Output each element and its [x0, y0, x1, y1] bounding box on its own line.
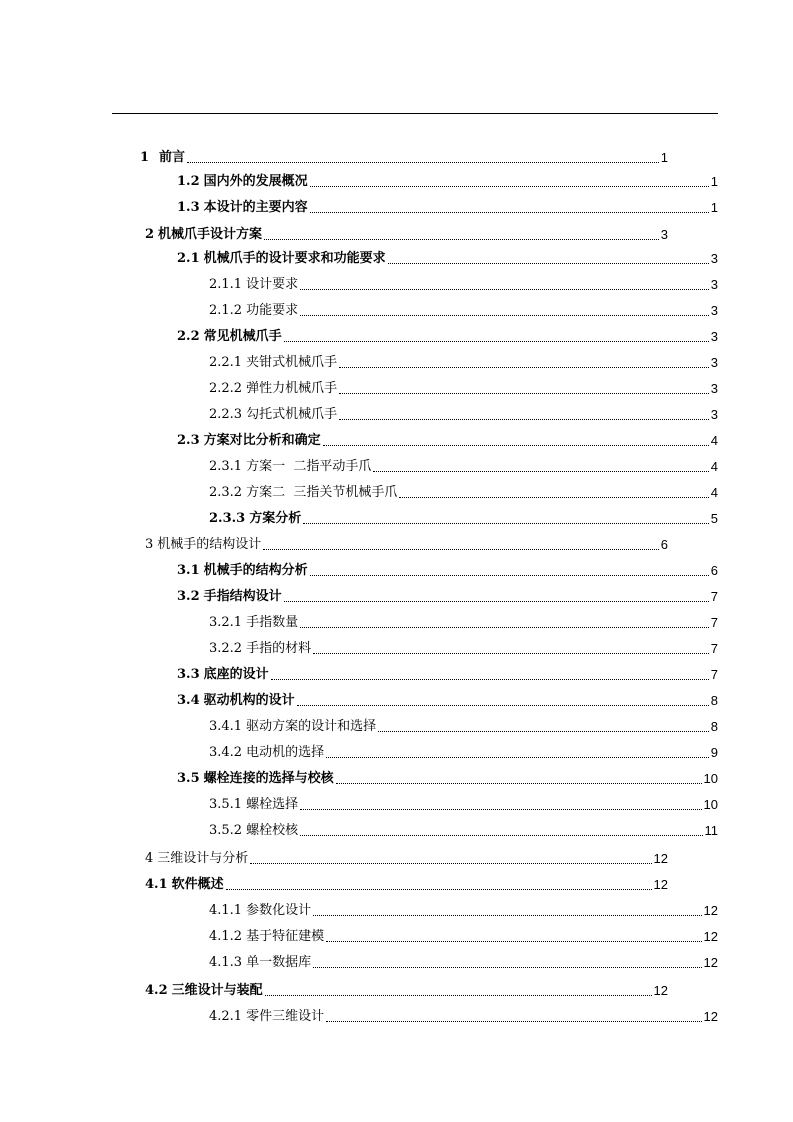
toc-entry[interactable]: [209, 713, 718, 735]
toc-entry-title: 三维设计与装配: [171, 983, 263, 998]
toc-entry-label: [209, 903, 311, 919]
toc-entry-number: 3: [145, 537, 154, 552]
toc-entry-title: 驱动方案的设计和选择: [246, 719, 377, 734]
toc-entry-title: 三维设计与分析: [157, 851, 249, 866]
toc-entry-title: 基于特征建模: [246, 929, 325, 944]
toc-entry-title: 单一数据库: [246, 955, 312, 970]
toc-entry-label: [209, 511, 301, 527]
toc-entry-page-number: 7: [710, 641, 718, 656]
toc-entry[interactable]: [177, 661, 718, 683]
toc-entry[interactable]: [177, 427, 718, 449]
toc-entry-page-number: 4: [710, 459, 718, 474]
toc-entry-title: 方案分析: [249, 511, 302, 526]
toc-entry-number: 2.2.1: [209, 355, 243, 370]
toc-entry[interactable]: [177, 194, 718, 216]
toc-entry-title: 零件三维设计: [246, 1009, 325, 1024]
dot-leader: [310, 211, 709, 213]
toc-entry-page-number: 7: [710, 667, 718, 682]
toc-entry-page-number: 10: [703, 771, 718, 786]
toc-entry-number: 4.2.1: [209, 1009, 243, 1024]
toc-entry-number: 3.4.2: [209, 745, 243, 760]
toc-entry-title: 机械手的结构分析: [203, 563, 308, 578]
dot-leader: [263, 548, 658, 550]
toc-entry-title: 手指数量: [246, 615, 299, 630]
toc-entry-label: [145, 851, 248, 867]
dot-leader: [339, 366, 709, 368]
toc-entry-number: 3.3: [177, 667, 200, 682]
toc-entry-label: [177, 589, 282, 605]
toc-entry[interactable]: [177, 557, 718, 579]
toc-entry[interactable]: [145, 531, 668, 553]
toc-entry-title: 本设计的主要内容: [203, 200, 308, 215]
toc-entry-number: 2.3.1: [209, 459, 243, 474]
toc-entry-label: [209, 303, 298, 319]
toc-entry-number: 3.5.1: [209, 797, 243, 812]
dot-leader: [326, 940, 701, 942]
toc-entry-page-number: 6: [710, 563, 718, 578]
toc-entry-number: 3.2: [177, 589, 200, 604]
dot-leader: [326, 1020, 701, 1022]
toc-entry-number: 2.3: [177, 433, 200, 448]
toc-entry-page-number: 3: [710, 355, 718, 370]
toc-entry-number: 2.2.2: [209, 381, 243, 396]
toc-entry-number: 2.1.2: [209, 303, 243, 318]
toc-entry-label: [209, 407, 337, 423]
toc-entry[interactable]: [209, 949, 718, 971]
toc-entry-title: 螺栓选择: [246, 797, 299, 812]
toc-entry-page-number: 3: [710, 277, 718, 292]
toc-entry-label: [177, 693, 295, 709]
toc-entry[interactable]: [209, 401, 718, 423]
toc-entry-label: [209, 929, 324, 945]
toc-entry-label: [177, 251, 386, 267]
toc-entry-label: [209, 823, 298, 839]
toc-entry-title: 螺栓连接的选择与校核: [203, 771, 334, 786]
dot-leader: [336, 782, 702, 784]
dot-leader: [300, 314, 709, 316]
toc-entry-page-number: 4: [710, 485, 718, 500]
toc-entry-label: [209, 485, 397, 501]
dot-leader: [303, 522, 709, 524]
toc-entry-page-number: 3: [660, 227, 668, 242]
toc-entry-title: 勾托式机械爪手: [246, 407, 338, 422]
toc-entry[interactable]: [145, 977, 668, 999]
toc-entry[interactable]: [209, 297, 718, 319]
toc-entry-title: 螺栓校核: [246, 823, 299, 838]
toc-entry-page-number: 6: [660, 537, 668, 552]
toc-entry-label: [145, 227, 262, 243]
toc-entry[interactable]: [140, 144, 668, 166]
dot-leader: [250, 862, 651, 864]
toc-entry[interactable]: [209, 739, 718, 761]
toc-entry-label: [209, 719, 376, 735]
toc-entry-number: 4.2: [145, 983, 168, 998]
toc-entry-title: 电动机的选择: [246, 745, 325, 760]
toc-entry-label: [140, 150, 185, 166]
toc-entry-page-number: 4: [710, 433, 718, 448]
toc-entry-page-number: 12: [653, 851, 668, 866]
toc-entry-label: [209, 355, 337, 371]
dot-leader: [284, 340, 709, 342]
toc-entry-number: 2.1: [177, 251, 200, 266]
dot-leader: [378, 730, 709, 732]
toc-entry-title: 机械手的结构设计: [157, 537, 262, 552]
dot-leader: [300, 626, 709, 628]
toc-entry-label: [177, 771, 334, 787]
toc-entry[interactable]: [145, 221, 668, 243]
dot-leader: [388, 262, 709, 264]
toc-entry-page-number: 8: [710, 693, 718, 708]
toc-entry-label: [209, 1009, 324, 1025]
toc-entry-page-number: 11: [704, 823, 718, 838]
dot-leader: [297, 704, 709, 706]
toc-entry-number: 4.1.1: [209, 903, 243, 918]
toc-entry-title: 驱动机构的设计: [203, 693, 295, 708]
toc-entry-number: 4: [145, 851, 154, 866]
dot-leader: [284, 600, 709, 602]
toc-entry-title: 方案一 二指平动手爪: [246, 459, 372, 474]
toc-entry-page-number: 5: [710, 511, 718, 526]
toc-entry-number: 3.4.1: [209, 719, 243, 734]
toc-entry-number: 4.1: [145, 877, 168, 892]
toc-entry-number: 2.1.1: [209, 277, 243, 292]
toc-entry-label: [209, 955, 311, 971]
toc-entry-number: 3.2.1: [209, 615, 243, 630]
toc-entry-number: 2.3.2: [209, 485, 243, 500]
toc-entry-page-number: 3: [710, 407, 718, 422]
toc-entry-number: 1.3: [177, 200, 200, 215]
toc-entry-title: 夹钳式机械爪手: [246, 355, 338, 370]
dot-leader: [264, 238, 659, 240]
toc-entry-label: [209, 615, 298, 631]
toc-entry-number: 3.2.2: [209, 641, 243, 656]
toc-entry[interactable]: [209, 817, 718, 839]
toc-entry-number: 1.2: [177, 174, 200, 189]
dot-leader: [310, 574, 709, 576]
dot-leader: [313, 652, 709, 654]
toc-entry-label: [209, 641, 311, 657]
toc-entry-page-number: 12: [653, 877, 668, 892]
toc-entry-title: 弹性力机械爪手: [246, 381, 338, 396]
toc-entry-number: 3.1: [177, 563, 200, 578]
toc-entry-title: 国内外的发展概况: [203, 174, 308, 189]
toc-entry[interactable]: [177, 168, 718, 190]
toc-entry-page-number: 10: [703, 797, 718, 812]
toc-entry[interactable]: [209, 375, 718, 397]
toc-entry-title: 前言: [159, 150, 186, 165]
toc-entry-title: 软件概述: [171, 877, 224, 892]
toc-entry-label: [209, 797, 298, 813]
toc-entry-page-number: 1: [710, 174, 718, 189]
toc-entry-title: 方案对比分析和确定: [203, 433, 321, 448]
toc-entry-label: [177, 433, 321, 449]
toc-entry-page-number: 12: [653, 983, 668, 998]
toc-entry-number: 3.5: [177, 771, 200, 786]
toc-entry-title: 方案二 三指关节机械手爪: [246, 485, 398, 500]
toc-entry-title: 常见机械爪手: [203, 329, 282, 344]
toc-entry-label: [177, 563, 308, 579]
toc-entry[interactable]: [209, 479, 718, 501]
toc-entry[interactable]: [209, 453, 718, 475]
toc-entry-number: 2.3.3: [209, 511, 246, 526]
toc-entry-number: 2.2.3: [209, 407, 243, 422]
toc-entry[interactable]: [177, 245, 718, 267]
dot-leader: [339, 418, 709, 420]
toc-entry[interactable]: [209, 897, 718, 919]
toc-entry-label: [177, 200, 308, 216]
dot-leader: [339, 392, 709, 394]
toc-entry-number: 1: [140, 150, 150, 165]
toc-entry-page-number: 1: [660, 150, 668, 165]
dot-leader: [399, 496, 708, 498]
toc-entry-page-number: 12: [703, 903, 718, 918]
toc-entry-number: 4.1.2: [209, 929, 243, 944]
toc-entry-label: [145, 983, 263, 999]
header-rule: [112, 113, 718, 114]
dot-leader: [300, 288, 709, 290]
toc-entry-label: [145, 537, 261, 553]
toc-entry[interactable]: [177, 323, 718, 345]
toc-entry-number: 4.1.3: [209, 955, 243, 970]
dot-leader: [300, 808, 701, 810]
toc-entry-number: 3.5.2: [209, 823, 243, 838]
dot-leader: [313, 966, 701, 968]
toc-entry-page-number: 12: [703, 955, 718, 970]
toc-entry-label: [209, 277, 298, 293]
toc-entry-label: [177, 174, 308, 190]
toc-entry-number: 2: [145, 227, 155, 242]
toc-entry[interactable]: [209, 1003, 718, 1025]
toc-entry-page-number: 3: [710, 303, 718, 318]
toc-entry-label: [209, 381, 337, 397]
dot-leader: [323, 444, 709, 446]
toc-entry-title: 底座的设计: [203, 667, 269, 682]
toc-entry-title: 设计要求: [246, 277, 299, 292]
toc-entry[interactable]: [209, 349, 718, 371]
toc-entry-label: [177, 329, 282, 345]
toc-entry-title: 参数化设计: [246, 903, 312, 918]
toc-entry-page-number: 7: [710, 615, 718, 630]
toc-entry[interactable]: [209, 609, 718, 631]
toc-entry-title: 功能要求: [246, 303, 299, 318]
dot-leader: [326, 756, 709, 758]
dot-leader: [187, 161, 659, 163]
toc-entry-page-number: 9: [710, 745, 718, 760]
toc-entry-page-number: 12: [703, 929, 718, 944]
toc-entry-title: 机械爪手的设计要求和功能要求: [203, 251, 386, 266]
toc-entry-page-number: 12: [703, 1009, 718, 1024]
dot-leader: [300, 834, 702, 836]
toc-entry-page-number: 3: [710, 251, 718, 266]
toc-entry[interactable]: [177, 687, 718, 709]
toc-entry[interactable]: [209, 635, 718, 657]
toc-entry-label: [177, 667, 269, 683]
dot-leader: [271, 678, 709, 680]
toc-entry-label: [145, 877, 224, 893]
toc-entry-page-number: 1: [710, 200, 718, 215]
toc-entry-number: 3.4: [177, 693, 200, 708]
dot-leader: [310, 185, 709, 187]
dot-leader: [313, 914, 701, 916]
toc-entry-page-number: 8: [710, 719, 718, 734]
toc-entry[interactable]: [177, 765, 718, 787]
toc-entry[interactable]: [209, 271, 718, 293]
toc-entry-page-number: 7: [710, 589, 718, 604]
toc-entry[interactable]: [145, 845, 668, 867]
dot-leader: [373, 470, 708, 472]
toc-entry[interactable]: [209, 791, 718, 813]
toc-entry-title: 手指结构设计: [203, 589, 282, 604]
toc-entry-page-number: 3: [710, 381, 718, 396]
toc-entry-title: 机械爪手设计方案: [158, 227, 263, 242]
toc-entry-label: [209, 459, 371, 475]
toc-entry-label: [209, 745, 324, 761]
toc-entry[interactable]: [145, 871, 668, 893]
dot-leader: [265, 994, 652, 996]
toc-entry[interactable]: [177, 583, 718, 605]
toc-entry-number: 2.2: [177, 329, 200, 344]
toc-entry-title: 手指的材料: [246, 641, 312, 656]
toc-entry[interactable]: [209, 505, 718, 527]
toc-entry-page-number: 3: [710, 329, 718, 344]
toc-entry[interactable]: [209, 923, 718, 945]
dot-leader: [226, 888, 652, 890]
